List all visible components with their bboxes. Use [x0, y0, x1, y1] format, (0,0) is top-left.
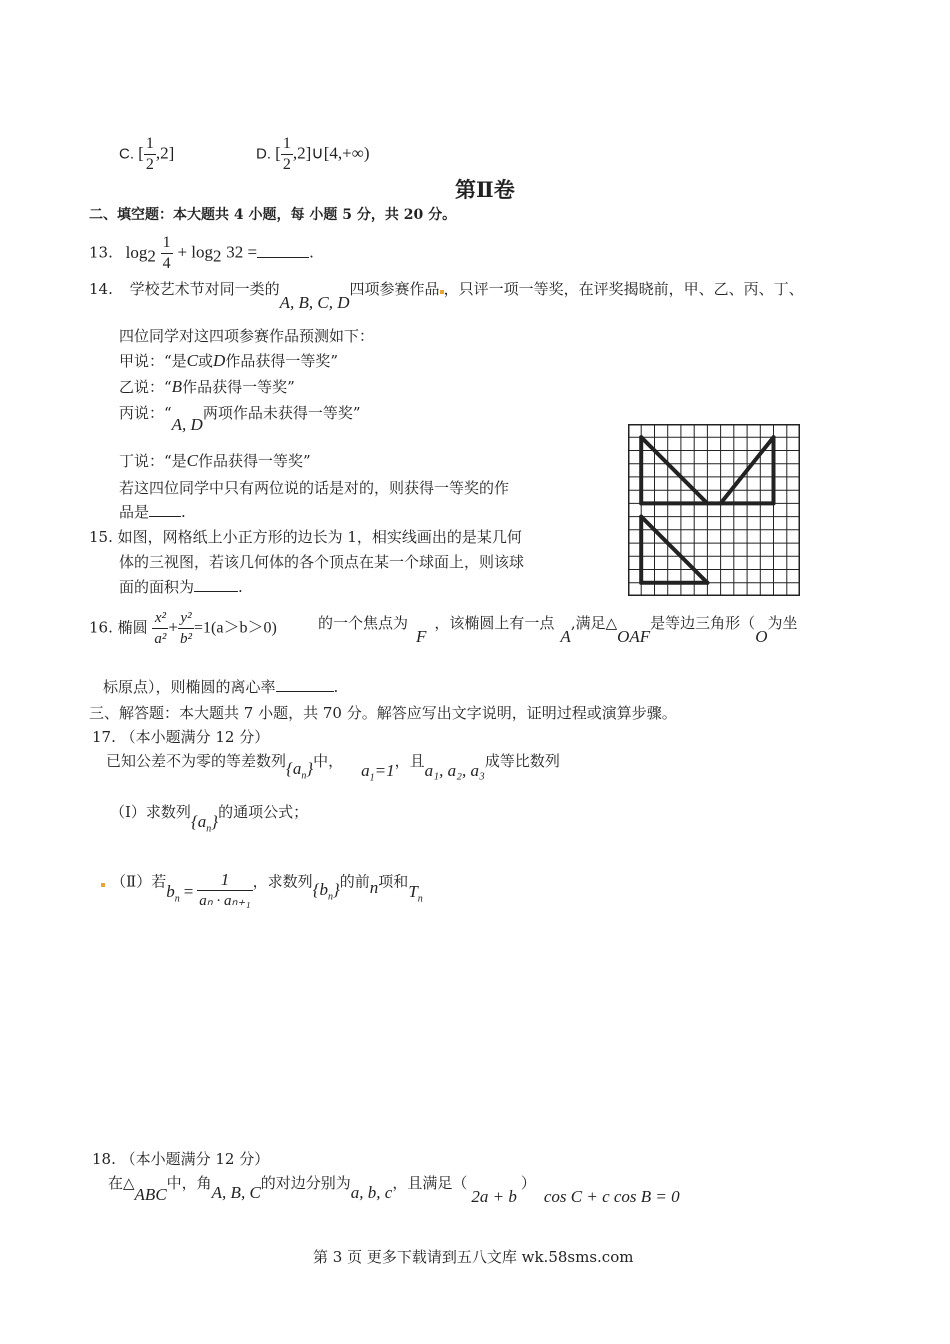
q15-line1: 15. 如图，网格纸上小正方形的边长为 1，相实线画出的是某几何 [89, 528, 522, 546]
q16-line1-d: ,满足△ [570, 614, 618, 632]
three-view-grid-figure [628, 424, 800, 596]
q13-tail: 32 = [226, 242, 258, 262]
q16-O: O [755, 627, 768, 646]
q16-answer-blank[interactable] [276, 691, 334, 692]
q17-p2-T: T [408, 881, 418, 901]
q17-l1-a1: a [361, 761, 370, 780]
q15-line3-text: 面的面积为 [119, 578, 195, 596]
q16-line1-rest [318, 612, 798, 646]
q14-line1 [89, 278, 804, 312]
q17-p2-c: ，求数列 [252, 872, 313, 891]
q17-l1-a: 已知公差不为零的等差数列 [106, 752, 287, 770]
q15-line2: 体的三视图，若该几何体的各个顶点在某一个球面上，则该球 [119, 553, 525, 571]
q13-sub-b: 2 [213, 246, 222, 266]
option-d-open: [ [275, 143, 281, 163]
q14-last2-end: . [181, 503, 186, 521]
q14-jia-d: D [213, 351, 226, 370]
q16-line1-c: ，该椭圆上有一点 [434, 614, 555, 632]
q14-yi-a: 乙说：“ [119, 378, 172, 396]
option-c-letter: C. [119, 145, 134, 163]
q17-p2-b: b [166, 881, 175, 901]
q14-bing-math: A, D [171, 415, 203, 434]
q14-ding-b: 作品获得一等奖” [198, 452, 311, 470]
q13-number: 13. [89, 243, 113, 262]
q16-frac-y [178, 608, 194, 649]
q18-l1-c: 的对边分别为 [260, 1174, 351, 1192]
q18-l1-abc: ABC [134, 1185, 167, 1204]
q13-end: . [309, 243, 314, 262]
option-c-open: [ [138, 143, 144, 163]
q17-l1-set-sub: n [301, 770, 307, 782]
q14-yi [119, 376, 295, 397]
q18-l1-tail: cos C + c cos B = 0 [543, 1187, 680, 1206]
q16-line1-f: 为坐 [767, 614, 798, 632]
question-13 [89, 233, 314, 274]
q18-l1-a: 在△ [108, 1174, 135, 1192]
q14-line1-b: 四项参赛作品 [349, 280, 440, 298]
q17-p2-b-sub: n [174, 892, 180, 904]
q13-sub-a: 2 [147, 246, 156, 266]
q17-p2-set [312, 879, 340, 902]
q16-F: F [416, 627, 427, 646]
q17-p1-set-open: {a [190, 812, 207, 831]
q17-p2-num: 1 [197, 870, 252, 891]
q14-jia-b: 作品获得一等奖” [225, 352, 338, 370]
q14-jia [119, 350, 338, 371]
option-c-den: 2 [145, 156, 154, 173]
q18-line1 [108, 1172, 680, 1206]
option-c-num: 1 [144, 134, 156, 155]
q17-p2-Tn [408, 881, 423, 904]
q14-last1: 若这四位同学中只有两位说的话是对的，则获得一等奖的作 [119, 479, 510, 497]
q15-answer-blank[interactable] [194, 591, 238, 592]
q17-p1-set-sub: n [206, 823, 212, 835]
section-title: 第Ⅱ卷 [455, 177, 515, 202]
option-d-num: 1 [281, 134, 293, 155]
q17-l1-set-close: } [306, 759, 314, 778]
q17-p2-bn [166, 881, 180, 904]
q16-line1-b: 的一个焦点为 [318, 614, 409, 632]
q14-line1-math: A, B, C, D [279, 293, 350, 312]
q14-ding-c: C [186, 451, 199, 470]
q13-frac-den: 4 [162, 255, 171, 272]
q17-part2 [101, 862, 423, 909]
q13-rest: + log [177, 242, 213, 262]
q16-OAF: OAF [617, 627, 651, 646]
q18-l1-sides: a, b, c [350, 1183, 393, 1202]
q17-l1-set: {a [286, 759, 302, 778]
q14-line2: 四位同学对这四项参赛作品预测如下： [119, 327, 375, 345]
q14-jia-c: C [186, 351, 199, 370]
q14-bing-a: 丙说：“ [119, 404, 172, 422]
q17-part1 [110, 801, 309, 835]
option-d-fraction [281, 134, 293, 175]
part2-heading: 二、填空题：本大题共 4 小题，每 小题 5 分，共 20 分。 [89, 207, 457, 223]
q16-line2 [103, 676, 338, 697]
q13-answer-blank[interactable] [257, 257, 309, 258]
q16-line1 [89, 608, 277, 649]
option-d-close: ,2]∪[4,+∞) [292, 143, 370, 163]
q17-p2-T-sub: n [417, 892, 423, 904]
q16-line2-end: . [333, 678, 339, 696]
view-top [641, 517, 707, 583]
q14-jia-or: 或 [198, 352, 214, 370]
q17-p1-a: （Ⅰ）求数列 [110, 803, 191, 821]
option-d-letter: D. [256, 145, 271, 163]
q17-p2-e: 项和 [378, 872, 409, 891]
q13-fraction [161, 233, 173, 274]
q18-l1-expr: 2a + b [471, 1187, 517, 1206]
option-d [256, 134, 369, 175]
q14-yi-c: 作品获得一等奖” [182, 378, 295, 396]
q17-p2-set-close: } [332, 879, 340, 899]
q16-line2-text: 标原点），则椭圆的离心率 [103, 678, 276, 696]
option-c-fraction [144, 134, 156, 175]
q14-ding [119, 450, 311, 471]
q17-p1-set-close: } [211, 812, 219, 831]
q16-plus: + [168, 617, 178, 637]
q16-line1-e: 是等边三角形（ [650, 614, 756, 632]
q17-l1-eq: =1 [374, 761, 395, 780]
q16-fy-num: y² [178, 608, 194, 629]
q18-title: 18. （本小题满分 12 分） [92, 1150, 270, 1168]
q16-fx-num: x² [152, 608, 168, 629]
q16-line1-a: 16. 椭圆 [89, 618, 148, 637]
q16-eq: =1(a＞b＞0) [194, 619, 277, 637]
q14-answer-blank[interactable] [149, 516, 181, 517]
q14-ding-a: 丁说：“是 [119, 452, 187, 470]
q17-p2-a: （Ⅱ）若 [111, 872, 167, 891]
q15-line3-end: . [238, 578, 243, 596]
q14-bing-b: 两项作品未获得一等奖” [202, 404, 361, 422]
q14-jia-a: 甲说：“是 [119, 352, 187, 370]
q18-l1-angles: A, B, C [211, 1183, 261, 1202]
q17-a1 [361, 761, 395, 784]
q17-p2-set-sub: n [327, 890, 333, 902]
q14-number: 14. [89, 280, 113, 298]
q17-p2-n: n [369, 877, 379, 897]
q17-l1-c: ，且 [394, 752, 425, 770]
q15-line3 [119, 576, 243, 597]
q18-l1-e: ） [520, 1174, 536, 1192]
q17-l1-a1-sub: 1 [369, 772, 375, 784]
page-footer: 第 3 页 更多下载请到五八文库 wk.58sms.com [313, 1248, 634, 1266]
q17-p1-b: 的通项公式； [218, 803, 309, 821]
q17-p2-den: aₙ · aₙ₊₁ [199, 893, 251, 909]
option-d-den: 2 [282, 156, 291, 173]
q18-l1-d: ，且满足（ [392, 1174, 468, 1192]
option-c-close: ,2] [155, 143, 175, 163]
q17-set-an [286, 759, 314, 782]
q17-p2-fraction [197, 870, 252, 911]
q14-last2-text: 品是 [119, 503, 150, 521]
q18-l1-b: 中，角 [166, 1174, 212, 1192]
q17-p2-set-open: {b [312, 879, 328, 899]
q16-fy-den: b² [180, 631, 192, 647]
q13-log-a: log [125, 242, 148, 262]
q17-l1-b: 中， [313, 752, 344, 770]
q13-frac-num: 1 [161, 233, 173, 254]
q16-fx-den: a² [154, 631, 167, 647]
q16-A: A [560, 627, 571, 646]
q17-title: 17. （本小题满分 12 分） [92, 728, 270, 746]
mark-dot [101, 883, 105, 887]
q17-line1 [106, 750, 560, 784]
q17-l1-seq: a₁, a₂, a₃ [424, 761, 485, 780]
q14-line1-a: 学校艺术节对同一类的 [129, 280, 280, 298]
q14-bing [119, 402, 361, 434]
q16-frac-x [152, 608, 168, 649]
part3-heading: 三、解答题：本大题共 7 小题，共 70 分。解答应写出文字说明，证明过程或演算步骤。 [89, 704, 677, 722]
option-c [119, 134, 174, 175]
q14-last2 [119, 501, 186, 522]
q14-line1-c: ，只评一项一等奖，在评奖揭晓前，甲、乙、丙、丁、 [443, 280, 804, 298]
q14-yi-b: B [171, 377, 183, 396]
q17-p1-set [190, 812, 219, 835]
q17-p2-eq: = [183, 881, 194, 901]
q17-l1-d: 成等比数列 [484, 752, 560, 770]
q17-p2-d: 的前 [339, 872, 370, 891]
